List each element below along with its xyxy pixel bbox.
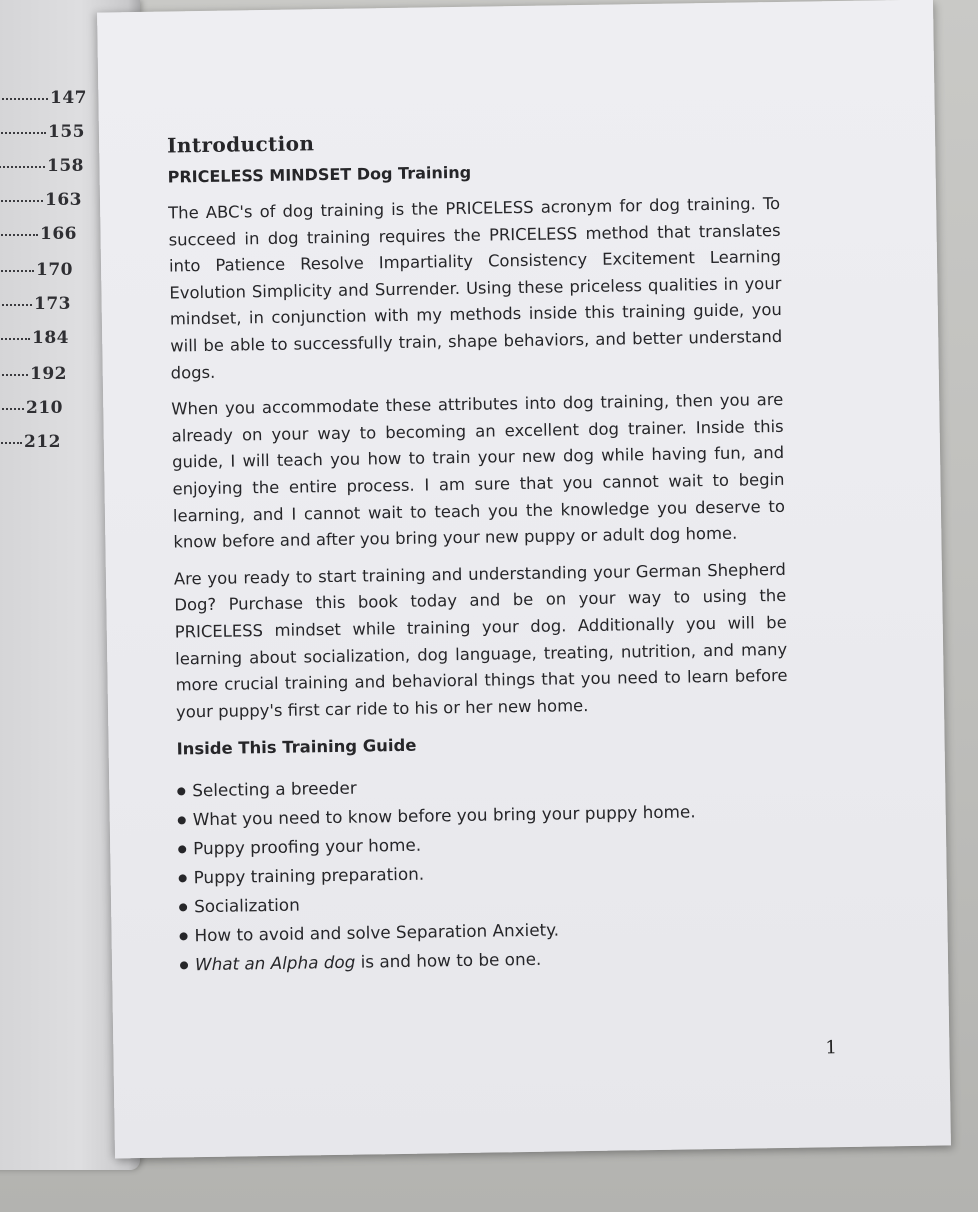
list-item: What you need to know before you bring your puppy home. [178, 796, 790, 835]
toc-entry: 184 [0, 318, 69, 348]
toc-entry: 155 [0, 112, 85, 142]
page-title: Introduction [166, 131, 315, 158]
page-number: 1 [825, 1037, 838, 1059]
toc-entry: 158 [0, 146, 84, 176]
bullet-icon [180, 932, 188, 940]
bullet-icon [179, 903, 187, 911]
body-paragraph: Are you ready to start training and understanding your German Shepherd Dog? Purchase this book today and be on your way to using the PRICELESS mindset while training your dog. Additionally you will be learning about socialization, dog language, treating, nutrition, and many more crucial training and behavioral things that you need to learn before your puppy's first car ride to his or her new home. [173, 559, 788, 722]
list-item: How to avoid and solve Separation Anxiety. [179, 912, 791, 951]
toc-entry: 173 [0, 284, 71, 314]
right-page [97, 0, 951, 1158]
bullet-icon [177, 787, 185, 795]
toc-entry: 163 [0, 180, 82, 210]
toc-entry: 147 [0, 78, 87, 108]
bullet-icon [178, 845, 186, 853]
list-item: What an Alpha dog is and how to be one. [180, 941, 792, 980]
guide-list [177, 767, 792, 980]
toc-entry: 192 [0, 354, 67, 384]
list-item: Puppy training preparation. [178, 854, 790, 893]
body-paragraph: When you accommodate these attributes into dog training, then you are already on your way to becoming an excellent dog trainer. Inside this guide, I will teach you how to train your new dog while having fun, and enjoying the entire process. I am sure that you cannot wait to begin learning, and I cannot wait to teach you the knowledge you deserve to know before and after you bring your new puppy or adult dog home. [171, 390, 786, 552]
toc-entry: 210 [0, 388, 63, 418]
list-item: Socialization [179, 883, 791, 922]
bullet-icon [179, 874, 187, 882]
page-subtitle: PRICELESS MINDSET Dog Training [167, 162, 472, 187]
section-heading: Inside This Training Guide [176, 735, 417, 759]
page-content [167, 124, 792, 980]
toc-entry: 166 [0, 214, 77, 244]
toc-entry: 170 [0, 250, 73, 280]
intro-paragraph: The ABC's of dog training is the PRICELESS acronym for dog training. To succeed in dog training requires the PRICELESS method that translates into Patience Resolve Impartiality Consistency Excitement Learning Evolution Simplicity and Surrender. Using these priceless qualities in your mindset, in conjunction with my methods inside this training guide, you will be able to successfully train, shape behaviors, and better understand dogs. [168, 193, 783, 383]
toc-entry: 212 [0, 422, 61, 452]
list-item: Selecting a breeder [177, 767, 789, 806]
bullet-icon [178, 816, 186, 824]
bullet-icon [180, 961, 188, 969]
list-item: Puppy proofing your home. [178, 825, 790, 864]
